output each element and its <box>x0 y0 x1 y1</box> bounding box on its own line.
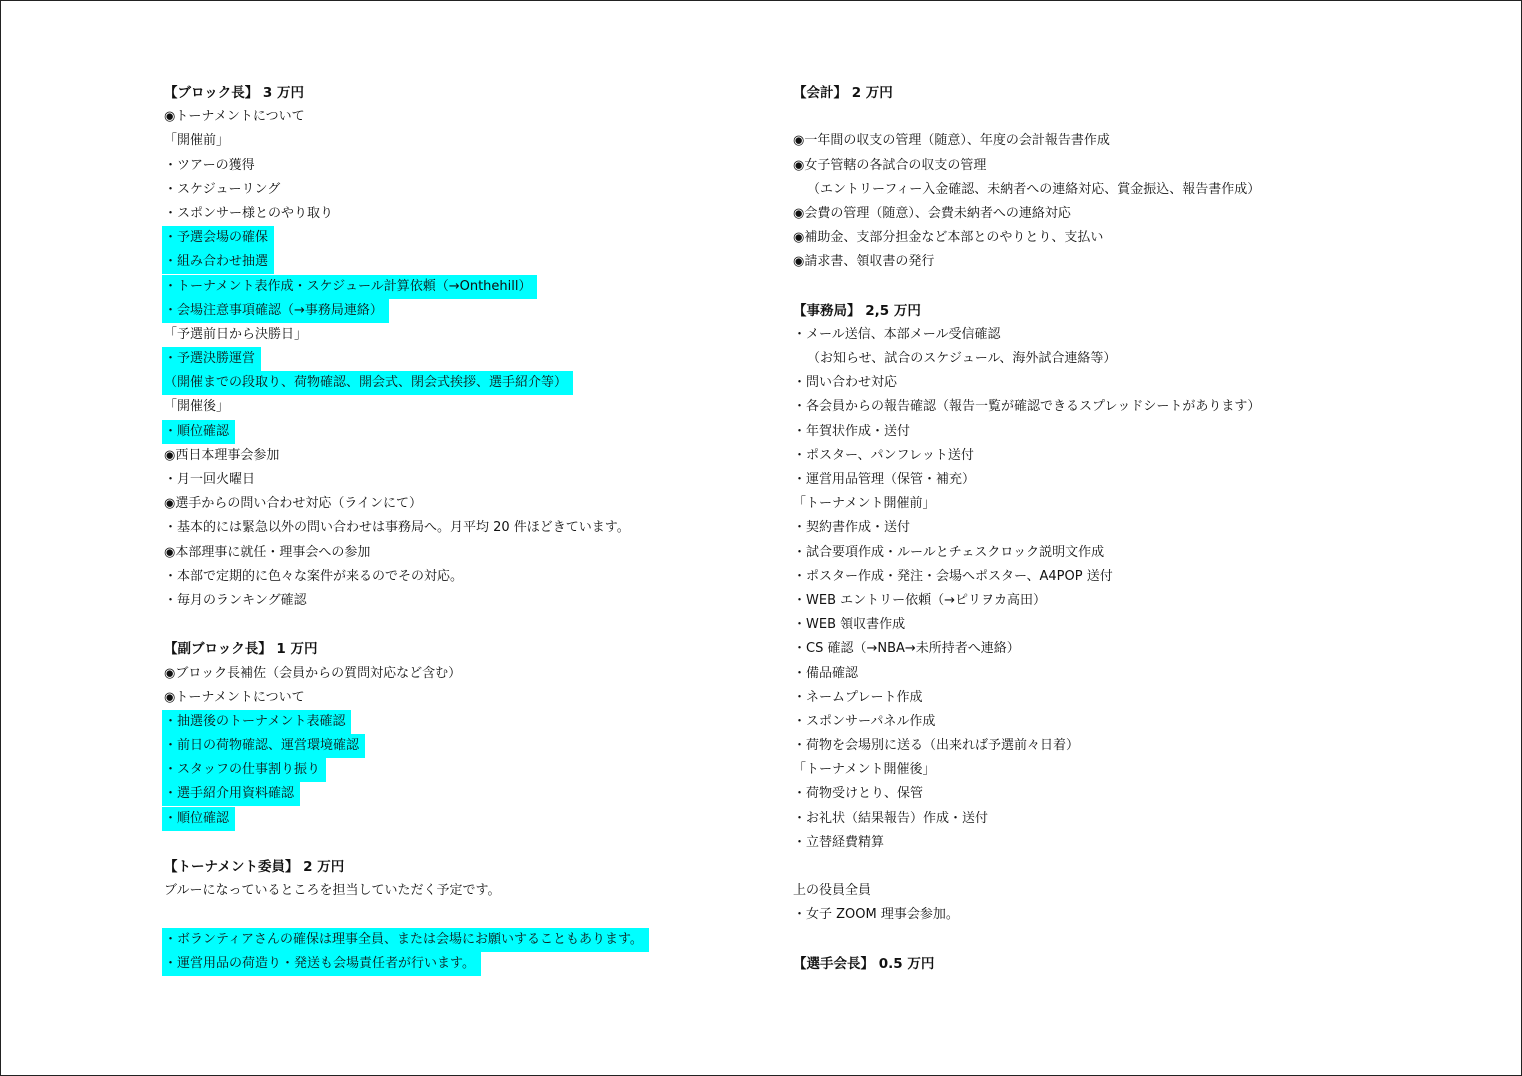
line-text: ・月一回火曜日 <box>164 472 256 487</box>
text-line <box>793 202 1493 226</box>
line-text: （お知らせ、試合のスケジュール、海外試合連絡等） <box>807 351 1117 367</box>
highlighted-text: ・順位確認 <box>162 420 235 444</box>
text-line <box>793 420 1493 444</box>
line-text: ◉トーナメントについて <box>164 689 305 705</box>
line-text: ・ポスター、パンフレット送付 <box>793 447 974 463</box>
section-heading <box>793 299 1493 323</box>
text-line <box>164 202 764 226</box>
line-text: ブルーになっているところを担当していただく予定です。 <box>164 883 501 899</box>
text-line <box>793 807 1493 831</box>
text-line <box>164 226 764 250</box>
text-line <box>793 541 1493 565</box>
text-line <box>793 710 1493 734</box>
blank-line <box>793 928 1493 952</box>
text-line <box>793 250 1493 274</box>
text-line <box>164 395 764 419</box>
text-line <box>164 275 764 299</box>
text-line <box>164 492 764 516</box>
text-line <box>793 347 1493 371</box>
line-text: ・各会員からの報告確認（報告一覧が確認できるスプレッドシートがあります） <box>793 399 1261 415</box>
section-heading <box>164 855 764 879</box>
line-text: ◉本部理事に就任・理事会への参加 <box>164 544 371 560</box>
line-text: ・契約書作成・送付 <box>793 520 911 536</box>
line-text: 上の役員全員 <box>793 883 872 899</box>
text-line <box>793 758 1493 782</box>
text-line <box>164 686 764 710</box>
highlighted-text: ・運営用品の荷造り・発送も会場責任者が行います。 <box>162 952 481 976</box>
line-text: ・本部で定期的に色々な案件が来るのでその対応。 <box>164 568 464 584</box>
blank-line <box>164 903 764 927</box>
line-text: 「トーナメント開催後」 <box>793 762 936 778</box>
highlighted-text: ・ボランティアさんの確保は理事全員、または会場にお願いすることもあります。 <box>162 928 649 952</box>
text-line <box>164 468 764 492</box>
highlighted-text: ・トーナメント表作成・スケジュール計算依頼（→Onthehill） <box>162 275 537 299</box>
text-line <box>793 782 1493 806</box>
line-text: 「トーナメント開催前」 <box>793 496 936 512</box>
line-text: ・荷物受けとり、保管 <box>793 786 924 802</box>
line-text: 「開催前」 <box>164 133 230 149</box>
line-text: 【副ブロック長】 1 万円 <box>164 641 318 658</box>
text-line <box>793 226 1493 250</box>
line-text: ◉西日本理事会参加 <box>164 447 280 463</box>
blank-line <box>793 275 1493 299</box>
text-line <box>164 347 764 371</box>
line-text: ・CS 確認（→NBA→未所持者へ連絡） <box>793 641 1020 657</box>
text-line <box>164 879 764 903</box>
highlighted-text: ・予選決勝運営 <box>162 347 261 371</box>
line-text: ・荷物を会場別に送る（出来れば予選前々日着） <box>793 738 1080 754</box>
text-line <box>164 444 764 468</box>
line-text: ・ポスター作成・発注・会場へポスター、A4POP 送付 <box>793 568 1113 584</box>
text-line <box>164 807 764 831</box>
line-text: ・年賀状作成・送付 <box>793 423 911 439</box>
text-line <box>164 541 764 565</box>
text-line <box>793 589 1493 613</box>
text-line <box>164 299 764 323</box>
text-line <box>793 323 1493 347</box>
line-text: 【事務局】 2,5 万円 <box>793 302 921 319</box>
line-text: ・WEB 領収書作成 <box>793 617 906 633</box>
highlighted-text: （開催までの段取り、荷物確認、開会式、閉会式挨拶、選手紹介等） <box>162 371 573 395</box>
line-text: ◉一年間の収支の管理（随意）、年度の会計報告書作成 <box>793 133 1110 149</box>
line-text: ・毎月のランキング確認 <box>164 592 307 608</box>
text-line <box>164 178 764 202</box>
text-line <box>164 129 764 153</box>
text-line <box>793 686 1493 710</box>
text-line <box>793 903 1493 927</box>
text-line <box>164 250 764 274</box>
line-text: ・運営用品管理（保管・補充） <box>793 472 976 487</box>
highlighted-text: ・スタッフの仕事割り振り <box>162 758 326 782</box>
text-line <box>793 371 1493 395</box>
line-text: 【選手会長】 0.5 万円 <box>793 955 935 972</box>
line-text: 【トーナメント委員】 2 万円 <box>164 859 345 875</box>
line-text: ◉請求書、領収書の発行 <box>793 254 935 270</box>
text-line <box>164 710 764 734</box>
highlighted-text: ・抽選後のトーナメント表確認 <box>162 710 351 734</box>
line-text: ・ツアーの獲得 <box>164 157 255 173</box>
text-line <box>164 420 764 444</box>
line-text: 【会計】 2 万円 <box>793 85 893 101</box>
section-heading <box>793 952 1493 976</box>
line-text: ・WEB エントリー依頼（→ピリヲカ高田） <box>793 592 1047 608</box>
text-line <box>164 734 764 758</box>
right-column <box>793 81 1493 976</box>
line-text: 【ブロック長】 3 万円 <box>164 85 305 101</box>
text-line <box>164 758 764 782</box>
text-line <box>793 154 1493 178</box>
line-text: ・備品確認 <box>793 665 859 681</box>
text-line <box>793 734 1493 758</box>
text-line <box>164 662 764 686</box>
line-text: ・試合要項作成・ルールとチェスクロック説明文作成 <box>793 544 1105 560</box>
blank-line <box>164 613 764 637</box>
text-line <box>164 371 764 395</box>
text-line <box>164 952 764 976</box>
text-line <box>164 154 764 178</box>
text-line <box>164 105 764 129</box>
section-heading <box>164 637 764 661</box>
line-text: ◉補助金、支部分担金など本部とのやりとり、支払い <box>793 230 1104 246</box>
text-line <box>793 637 1493 661</box>
text-line <box>793 444 1493 468</box>
line-text: ・スポンサーパネル作成 <box>793 713 936 729</box>
line-text: ・女子 ZOOM 理事会参加。 <box>793 907 959 923</box>
text-line <box>164 589 764 613</box>
text-line <box>164 565 764 589</box>
text-line <box>793 879 1493 903</box>
text-line <box>793 662 1493 686</box>
text-line <box>793 831 1493 855</box>
line-text: 「開催後」 <box>164 399 230 415</box>
line-text: （エントリーフィー入金確認、未納者への連絡対応、賞金振込、報告書作成） <box>807 181 1261 197</box>
text-line <box>793 565 1493 589</box>
line-text: ・立替経費精算 <box>793 834 885 850</box>
text-line <box>793 468 1493 492</box>
highlighted-text: ・前日の荷物確認、運営環境確認 <box>162 734 365 758</box>
line-text: ◉選手からの問い合わせ対応（ラインにて） <box>164 496 422 512</box>
line-text: ◉会費の管理（随意）、会費未納者への連絡対応 <box>793 205 1071 221</box>
highlighted-text: ・組み合わせ抽選 <box>162 250 274 274</box>
line-text: ・問い合わせ対応 <box>793 375 898 391</box>
text-line <box>164 516 764 540</box>
line-text: ・お礼状（結果報告）作成・送付 <box>793 810 989 826</box>
line-text: ◉女子管轄の各試合の収支の管理 <box>793 157 987 173</box>
text-line <box>793 129 1493 153</box>
section-heading <box>164 81 764 105</box>
left-column <box>164 81 764 976</box>
text-line <box>793 395 1493 419</box>
highlighted-text: ・会場注意事項確認（→事務局連絡） <box>162 299 389 323</box>
line-text: ・基本的には緊急以外の問い合わせは事務局へ。月平均 20 件ほどきています。 <box>164 520 630 536</box>
highlighted-text: ・予選会場の確保 <box>162 226 274 250</box>
text-line <box>793 178 1493 202</box>
blank-line <box>793 105 1493 129</box>
blank-line <box>793 855 1493 879</box>
text-line <box>793 613 1493 637</box>
line-text: ・メール送信、本部メール受信確認 <box>793 326 1001 342</box>
line-text: ◉ブロック長補佐（会員からの質問対応など含む） <box>164 665 462 681</box>
text-line <box>793 516 1493 540</box>
line-text: ・スケジューリング <box>164 181 281 197</box>
text-line <box>164 928 764 952</box>
line-text: ・ネームプレート作成 <box>793 689 923 705</box>
highlighted-text: ・選手紹介用資料確認 <box>162 782 300 806</box>
line-text: ◉トーナメントについて <box>164 109 305 125</box>
blank-line <box>164 831 764 855</box>
text-line <box>164 782 764 806</box>
text-line <box>793 492 1493 516</box>
line-text: 「予選前日から決勝日」 <box>164 326 308 342</box>
line-text: ・スポンサー様とのやり取り <box>164 205 334 221</box>
text-line <box>164 323 764 347</box>
highlighted-text: ・順位確認 <box>162 807 235 831</box>
section-heading <box>793 81 1493 105</box>
